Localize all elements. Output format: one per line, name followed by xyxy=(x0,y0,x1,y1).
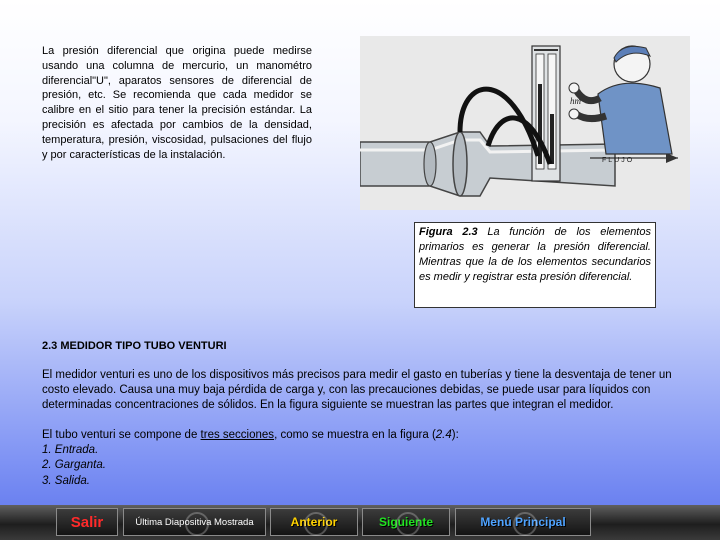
venturi-drawing xyxy=(360,36,690,210)
navigation-bar xyxy=(0,505,720,540)
last-slide-label: Última Diapositiva Mostrada xyxy=(135,516,254,528)
previous-button[interactable] xyxy=(270,508,358,536)
intro-paragraph: La presión diferencial que origina puede medirse usando una columna de mercurio, un manométro diferencial"U", aparatos sensores de diferencial de presión, etc. Se recomienda que cada medidor se calibre en el sitio para tener la precisión estándar. La precisión es afectada por cambios de la densidad, temperatura, presión, viscosidad, pulsaciones del flujo y por características de la instalación. xyxy=(42,45,312,161)
section-heading: 2.3 MEDIDOR TIPO TUBO VENTURI xyxy=(42,340,227,352)
main-menu-button[interactable] xyxy=(455,508,591,536)
figure-caption xyxy=(414,222,656,308)
last-slide-button[interactable] xyxy=(123,508,266,536)
sections-text-after: , como se muestra en la figura ( xyxy=(274,429,436,441)
sections-text-end: ): xyxy=(451,429,459,441)
list-item-salida: 3. Salida. xyxy=(42,474,90,487)
sections-paragraph xyxy=(42,428,694,489)
previous-label: Anterior xyxy=(290,515,338,529)
caption-text: La función de los elementos primarios es generar la presión diferencial. Mientras que la de los elementos secundarios es medir y registrar esta presión diferencial. xyxy=(419,226,651,283)
list-item-garganta: 2. Garganta. xyxy=(42,459,106,472)
hm-label: hm xyxy=(570,96,581,106)
main-menu-label: Menú Principal xyxy=(480,515,566,529)
flow-label: FLUJO xyxy=(602,157,635,164)
tres-secciones-link[interactable]: tres secciones xyxy=(200,429,275,441)
sections-intro-line xyxy=(42,428,694,443)
venturi-description: El medidor venturi es uno de los dispositivos más precisos para medir el gasto en tuberías y tiene la desventaja de tener un costo elevado. Causa una muy baja pérdida de carga y, con las precauciones debidas, se puede usar para líquidos con determinadas concentraciones de sólidos. En la figura siguiente se muestran las partes que integran el medidor. xyxy=(42,369,672,412)
figure-ref: 2.4 xyxy=(435,429,452,441)
list-item-entrada: 1. Entrada. xyxy=(42,444,99,457)
venturi-illustration xyxy=(360,36,690,210)
next-label: Siguiente xyxy=(378,515,433,529)
exit-label: Salir xyxy=(70,513,104,531)
caption-label: Figura 2.3 xyxy=(419,226,478,238)
next-button[interactable] xyxy=(362,508,450,536)
sections-text-before: El tubo venturi se compone de xyxy=(42,429,201,441)
exit-button[interactable] xyxy=(56,508,118,536)
